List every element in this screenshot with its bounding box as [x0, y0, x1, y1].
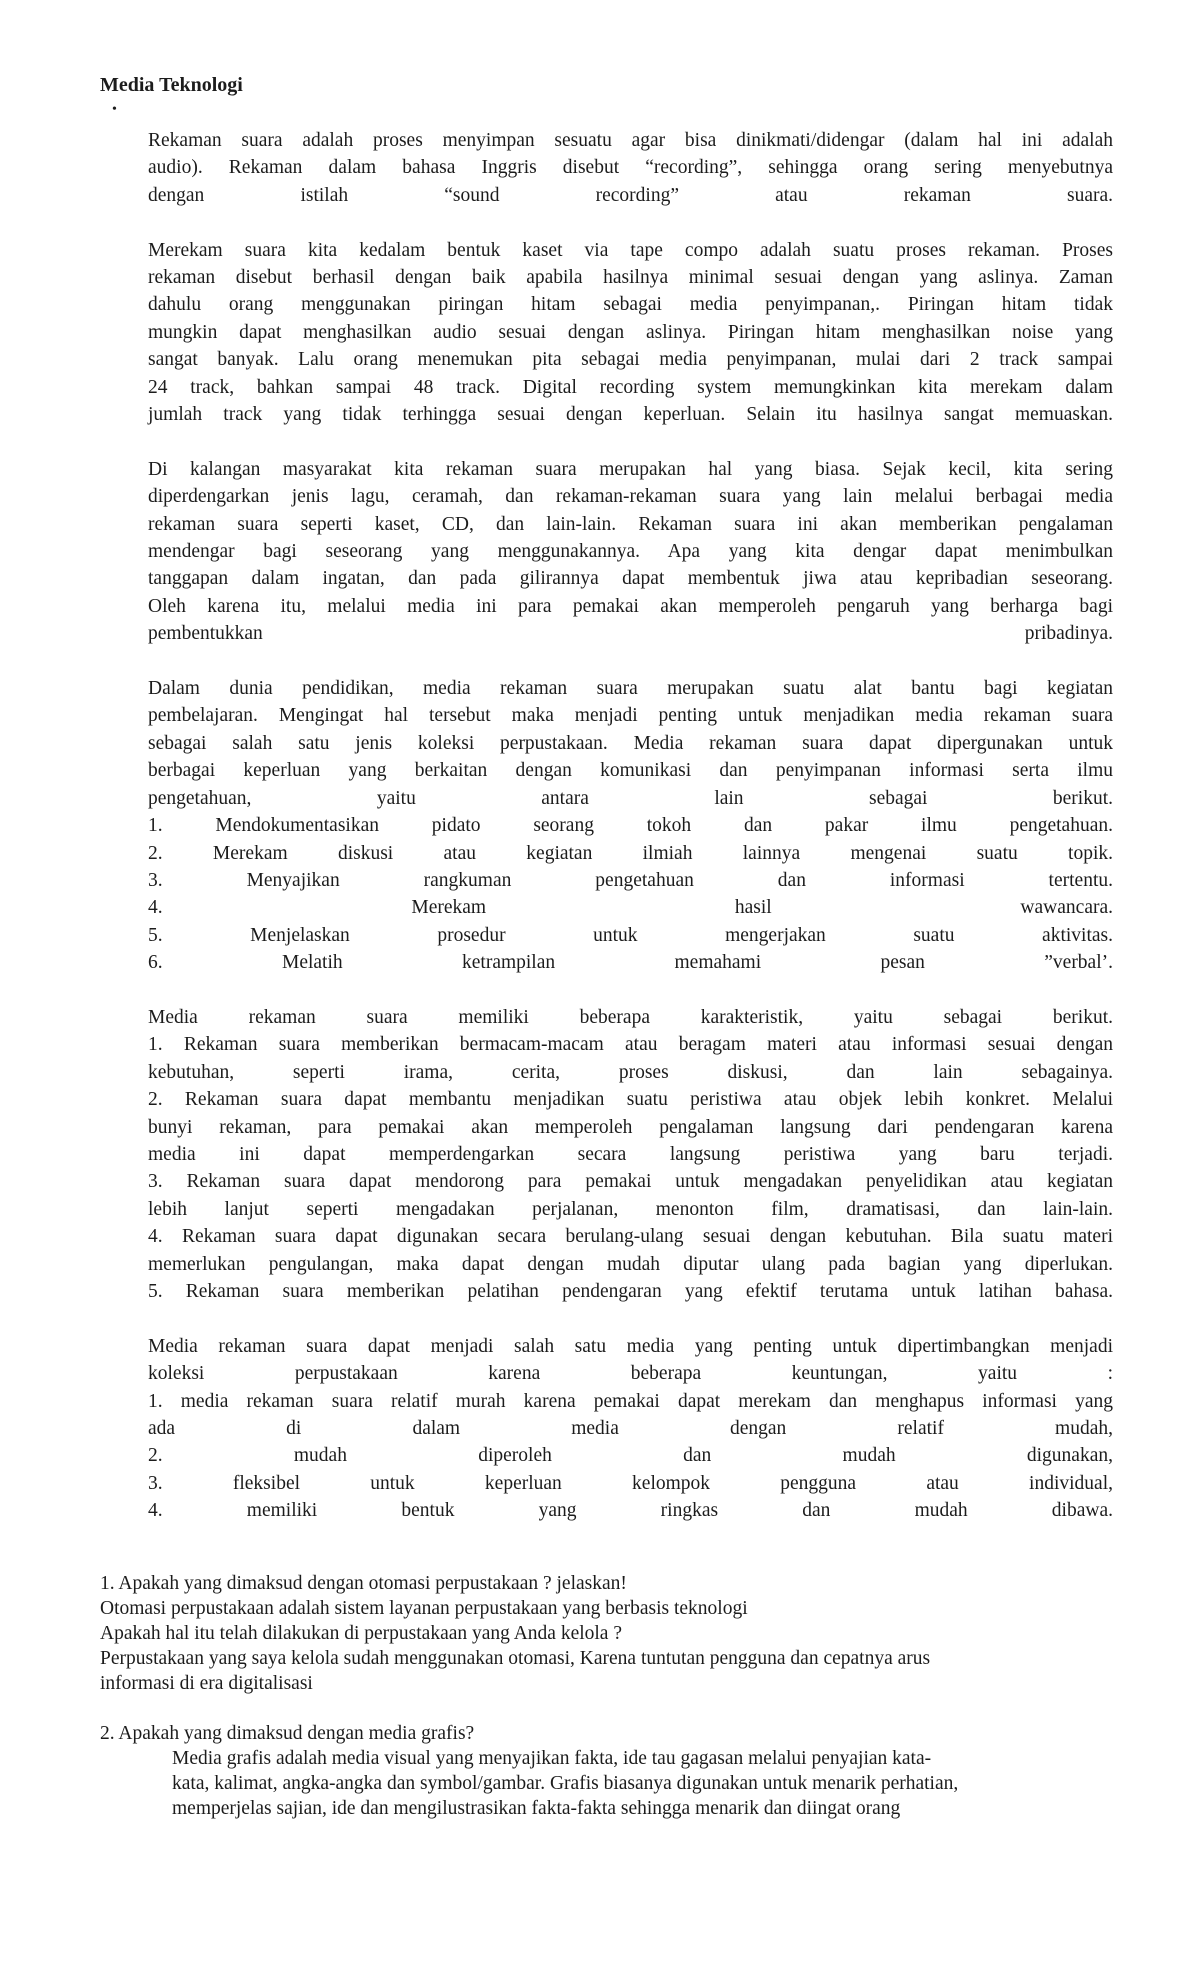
text-line: ada di dalam media dengan relatif mudah, [148, 1418, 1113, 1440]
question-1: 1. Apakah yang dimaksud dengan otomasi perpustakaan ? jelaskan! [100, 1573, 627, 1594]
answer-1b-line: Perpustakaan yang saya kelola sudah menggunakan otomasi, Karena tuntutan pengguna dan cepatnya arus [100, 1648, 931, 1669]
text-line: Merekam suara kita kedalam bentuk kaset via tape compo adalah suatu proses rekaman. Proses [148, 239, 1113, 261]
question-1b: Apakah hal itu telah dilakukan di perpustakaan yang Anda kelola ? [100, 1623, 622, 1644]
text-line: pembelajaran. Mengingat hal tersebut maka menjadi penting untuk menjadikan media rekaman suara [148, 705, 1113, 727]
paragraph [148, 675, 1113, 976]
question-answer-section [100, 1571, 1130, 1821]
text-line: 4. Rekaman suara dapat digunakan secara berulang-ulang sesuai dengan kebutuhan. Bila suatu materi [148, 1226, 1113, 1248]
text-line: 6. Melatih ketrampilan memahami pesan ”verbal’. [148, 952, 1113, 974]
text-line: diperdengarkan jenis lagu, ceramah, dan rekaman-rekaman suara yang lain melalui berbagai media [148, 486, 1113, 508]
paragraph [148, 237, 1113, 429]
spacer [100, 1696, 1130, 1721]
text-line: mendengar bagi seseorang yang menggunakannya. Apa yang kita dengar dapat menimbulkan [148, 541, 1113, 563]
text-line: 4. Merekam hasil wawancara. [148, 897, 1113, 919]
text-line: bunyi rekaman, para pemakai akan memperoleh pengalaman langsung dari pendengaran karena [148, 1116, 1113, 1138]
bullet-marker: • [112, 102, 117, 117]
text-line: pembentukkan pribadinya. [148, 623, 1113, 645]
answer-1: Otomasi perpustakaan adalah sistem layanan perpustakaan yang berbasis teknologi [100, 1598, 748, 1619]
text-line: 5. Rekaman suara memberikan pelatihan pendengaran yang efektif terutama untuk latihan bahasa. [148, 1281, 1113, 1302]
text-line: 2. Rekaman suara dapat membantu menjadikan suatu peristiwa atau objek lebih konkret. Melalui [148, 1089, 1113, 1111]
text-line: 1. media rekaman suara relatif murah karena pemakai dapat merekam dan menghapus informasi yang [148, 1390, 1113, 1412]
text-line: 1. Rekaman suara memberikan bermacam-macam atau beragam materi atau informasi sesuai dengan [148, 1034, 1113, 1056]
text-line: mungkin dapat menghasilkan audio sesuai dengan aslinya. Piringan hitam menghasilkan noise yang [148, 321, 1113, 343]
paragraph [148, 456, 1113, 648]
text-line: Media rekaman suara memiliki beberapa karakteristik, yaitu sebagai berikut. [148, 1006, 1113, 1028]
text-line: jumlah track yang tidak terhingga sesuai dengan keperluan. Selain itu hasilnya sangat memuaskan. [148, 404, 1113, 426]
text-line: Media rekaman suara dapat menjadi salah satu media yang penting untuk dipertimbangkan menjadi [148, 1335, 1113, 1357]
text-line: tanggapan dalam ingatan, dan pada gilirannya dapat membentuk jiwa atau kepribadian seseorang. [148, 568, 1113, 590]
text-line: lebih lanjut seperti mengadakan perjalanan, menonton film, dramatisasi, dan lain-lain. [148, 1198, 1113, 1220]
paragraph [148, 1333, 1113, 1525]
document-body [148, 127, 1113, 1525]
paragraph [148, 127, 1113, 209]
text-line: 24 track, bahkan sampai 48 track. Digital recording system memungkinkan kita merekam dalam [148, 376, 1113, 398]
document-title: Media Teknologi [100, 74, 243, 96]
text-line: 2. mudah diperoleh dan mudah digunakan, [148, 1445, 1113, 1467]
text-line: 3. Rekaman suara dapat mendorong para pemakai untuk mengadakan penyelidikan atau kegiatan [148, 1171, 1113, 1193]
text-line: sangat banyak. Lalu orang menemukan pita sebagai media penyimpanan, mulai dari 2 track sampai [148, 349, 1113, 371]
text-line: 4. memiliki bentuk yang ringkas dan mudah dibawa. [148, 1500, 1113, 1522]
text-line: 3. fleksibel untuk keperluan kelompok pengguna atau individual, [148, 1472, 1113, 1494]
text-line: Dalam dunia pendidikan, media rekaman suara merupakan suatu alat bantu bagi kegiatan [148, 678, 1113, 700]
text-line: 1. Mendokumentasikan pidato seorang tokoh dan pakar ilmu pengetahuan. [148, 815, 1113, 837]
text-line: Di kalangan masyarakat kita rekaman suara merupakan hal yang biasa. Sejak kecil, kita sering [148, 458, 1113, 480]
text-line: 5. Menjelaskan prosedur untuk mengerjakan suatu aktivitas. [148, 924, 1113, 946]
text-line: Oleh karena itu, melalui media ini para pemakai akan memperoleh pengaruh yang berharga bagi [148, 595, 1113, 617]
text-line: Rekaman suara adalah proses menyimpan sesuatu agar bisa dinikmati/didengar (dalam hal ini adalah [148, 130, 1113, 151]
text-line: memerlukan pengulangan, maka dapat dengan mudah diputar ulang pada bagian yang diperlukan. [148, 1253, 1113, 1275]
text-line: koleksi perpustakaan karena beberapa keuntungan, yaitu : [148, 1363, 1113, 1385]
text-line: rekaman suara seperti kaset, CD, dan lain-lain. Rekaman suara ini akan memberikan pengalaman [148, 513, 1113, 535]
text-line: media ini dapat memperdengarkan secara langsung peristiwa yang baru terjadi. [148, 1143, 1113, 1165]
text-line: kebutuhan, seperti irama, cerita, proses diskusi, dan lain sebagainya. [148, 1061, 1113, 1083]
text-line: rekaman disebut berhasil dengan baik apabila hasilnya minimal sesuai dengan yang aslinya. Zaman [148, 267, 1113, 289]
text-line: sebagai salah satu jenis koleksi perpustakaan. Media rekaman suara dapat dipergunakan untuk [148, 732, 1113, 754]
text-line: dahulu orang menggunakan piringan hitam sebagai media penyimpanan,. Piringan hitam tidak [148, 294, 1113, 316]
text-line: pengetahuan, yaitu antara lain sebagai berikut. [148, 787, 1113, 809]
answer-2-line: memperjelas sajian, ide dan mengilustrasikan fakta-fakta sehingga menarik dan diingat orang [172, 1798, 901, 1819]
text-line: 3. Menyajikan rangkuman pengetahuan dan informasi tertentu. [148, 869, 1113, 891]
answer-2-line: kata, kalimat, angka-angka dan symbol/gambar. Grafis biasanya digunakan untuk menarik perhatian, [172, 1773, 959, 1794]
question-2: 2. Apakah yang dimaksud dengan media grafis? [100, 1723, 475, 1744]
text-line: dengan istilah “sound recording” atau rekaman suara. [148, 184, 1113, 206]
text-line: audio). Rekaman dalam bahasa Inggris disebut “recording”, sehingga orang sering menyebutnya [148, 157, 1113, 179]
answer-2-line: Media grafis adalah media visual yang menyajikan fakta, ide tau gagasan melalui penyajian kata- [172, 1748, 932, 1769]
text-line: 2. Merekam diskusi atau kegiatan ilmiah lainnya mengenai suatu topik. [148, 842, 1113, 864]
paragraph [148, 1004, 1113, 1305]
text-line: berbagai keperluan yang berkaitan dengan komunikasi dan penyimpanan informasi serta ilmu [148, 760, 1113, 782]
answer-1b-line: informasi di era digitalisasi [100, 1673, 313, 1694]
